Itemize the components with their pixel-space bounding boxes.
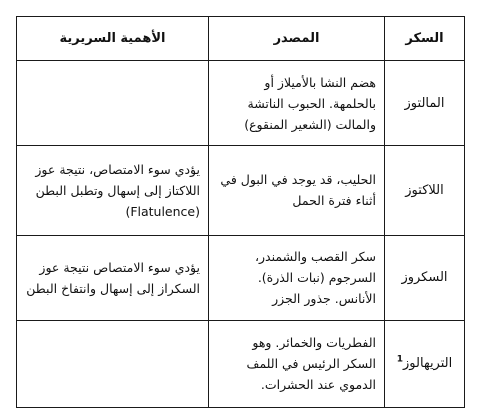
clinical-latin-term: (Flatulence) [125,203,200,219]
table-row [17,235,465,320]
header-clinical-importance: الأهمية السريرية [17,17,209,61]
clinical-cell: يؤدي سوء الامتصاص نتيجة عوز السكراز إلى إسهال وانتفاخ البطن [17,235,209,320]
source-cell: الحليب، قد يوجد في البول في أثناء فترة الحمل [209,146,385,235]
sugar-name: المالتوز [404,95,445,111]
source-cell: هضم النشا بالأميلاز أو بالحلمهة. الحبوب الناتشة والمالت (الشعير المنقوع) [209,61,385,146]
clinical-cell [17,320,209,407]
table-row [17,146,465,235]
header-source: المصدر [209,17,385,61]
sugar-cell [385,235,465,320]
footnote-marker: 1 [396,355,404,366]
clinical-text: يؤدي سوء الامتصاص، نتيجة عوز اللاكتاز إلى إسهال وتطبل البطن [35,161,200,198]
sugar-name: اللاكتوز [405,182,444,198]
sugar-cell [385,61,465,146]
source-cell: الفطريات والخمائر. وهو السكر الرئيس في اللمف الدموي عند الحشرات. [209,320,385,407]
sugar-name: السكروز [401,270,448,286]
clinical-cell [17,146,209,235]
sugars-table [16,16,465,408]
sugar-cell [385,320,465,407]
table-row [17,320,465,407]
clinical-cell [17,61,209,146]
header-sugar: السكر [385,17,465,61]
sugar-name: التريهالوز [403,356,453,372]
table-header-row [17,17,465,61]
source-cell: سكر القصب والشمندر، السرجوم (نبات الذرة). الأنانس. جذور الجزر [209,235,385,320]
sugar-cell [385,146,465,235]
table-row [17,61,465,146]
